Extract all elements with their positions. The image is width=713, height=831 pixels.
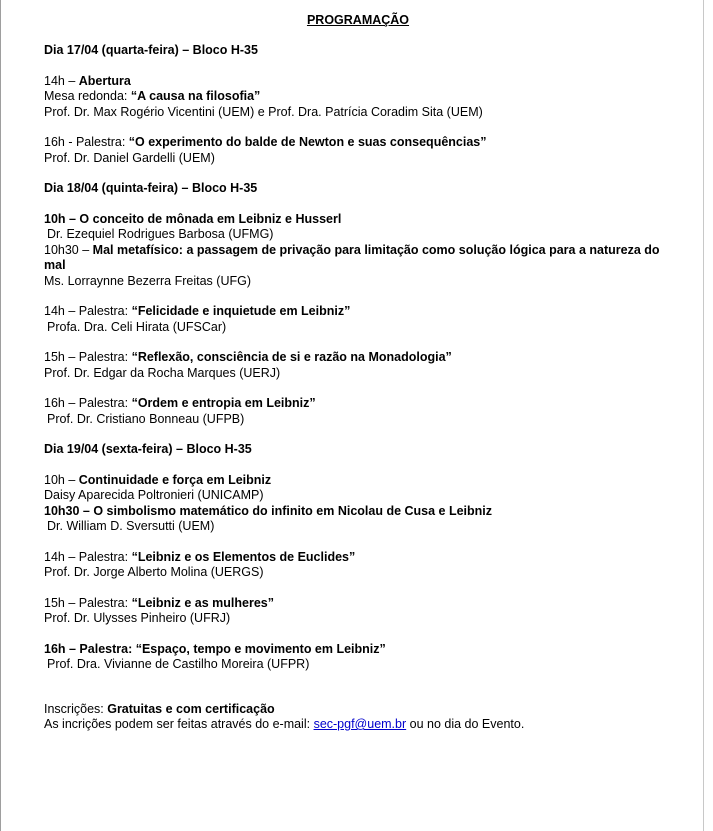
- speaker-line: Prof. Dra. Vivianne de Castilho Moreira (UFPR): [47, 657, 310, 671]
- schedule-item: 14h – Abertura: [44, 73, 131, 88]
- speaker-line: Prof. Dr. Cristiano Bonneau (UFPB): [47, 411, 245, 426]
- schedule-item: 16h - Palestra: “O experimento do balde de Newton e suas consequências”: [44, 135, 487, 149]
- program-document: [44, 12, 684, 733]
- email-link[interactable]: sec-pgf@uem.br: [313, 717, 407, 731]
- schedule-item: Mesa redonda: “A causa na filosofia”: [44, 89, 261, 103]
- speaker-line: Prof. Dr. Jorge Alberto Molina (UERGS): [44, 565, 264, 579]
- speaker-line: Prof. Dr. Ulysses Pinheiro (UFRJ): [44, 611, 231, 625]
- day-heading: Dia 18/04 (quinta-feira) – Bloco H-35: [44, 181, 258, 195]
- speaker-line: Prof. Dr. Edgar da Rocha Marques (UERJ): [44, 365, 281, 380]
- speaker-line: Prof. Dr. Daniel Gardelli (UEM): [44, 150, 215, 165]
- schedule-item: 16h – Palestra: “Ordem e entropia em Leibniz”: [44, 396, 316, 410]
- page-left-edge: [0, 0, 1, 831]
- day-heading: Dia 19/04 (sexta-feira) – Bloco H-35: [44, 442, 252, 456]
- speaker-line: Ms. Lorraynne Bezerra Freitas (UFG): [44, 273, 251, 288]
- schedule-item: 10h – Continuidade e força em Leibniz: [44, 472, 272, 487]
- schedule-item: 14h – Palestra: “Leibniz e os Elementos de Euclides”: [44, 549, 356, 564]
- document-title: PROGRAMAÇÃO: [306, 13, 410, 27]
- schedule-item: 10h – O conceito de mônada em Leibniz e Husserl: [44, 211, 342, 226]
- schedule-item: 10h30 – Mal metafísico: a passagem de privação para limitação como solução lógica para a natureza do mal: [44, 242, 660, 272]
- schedule-item: 14h – Palestra: “Felicidade e inquietude em Leibniz”: [44, 304, 351, 318]
- registration-info: As incrições podem ser feitas através do e-mail: sec-pgf@uem.br ou no dia do Evento.: [44, 717, 525, 731]
- speaker-line: Dr. William D. Sversutti (UEM): [47, 519, 215, 533]
- schedule-item: 10h30 – O simbolismo matemático do infinito em Nicolau de Cusa e Leibniz: [44, 503, 493, 518]
- registration-line: Inscrições: Gratuitas e com certificação: [44, 701, 275, 716]
- page-right-edge: [703, 0, 704, 831]
- speaker-line: Prof. Dr. Max Rogério Vicentini (UEM) e Prof. Dra. Patrícia Coradim Sita (UEM): [44, 104, 483, 119]
- schedule-item: 16h – Palestra: “Espaço, tempo e movimento em Leibniz”: [44, 641, 386, 656]
- day-heading: Dia 17/04 (quarta-feira) – Bloco H-35: [44, 43, 258, 57]
- speaker-line: Daisy Aparecida Poltronieri (UNICAMP): [44, 488, 264, 502]
- schedule-item: 15h – Palestra: “Leibniz e as mulheres”: [44, 595, 274, 610]
- schedule-item: 15h – Palestra: “Reflexão, consciência de si e razão na Monadologia”: [44, 350, 452, 364]
- speaker-line: Profa. Dra. Celi Hirata (UFSCar): [47, 319, 227, 334]
- speaker-line: Dr. Ezequiel Rodrigues Barbosa (UFMG): [47, 227, 274, 241]
